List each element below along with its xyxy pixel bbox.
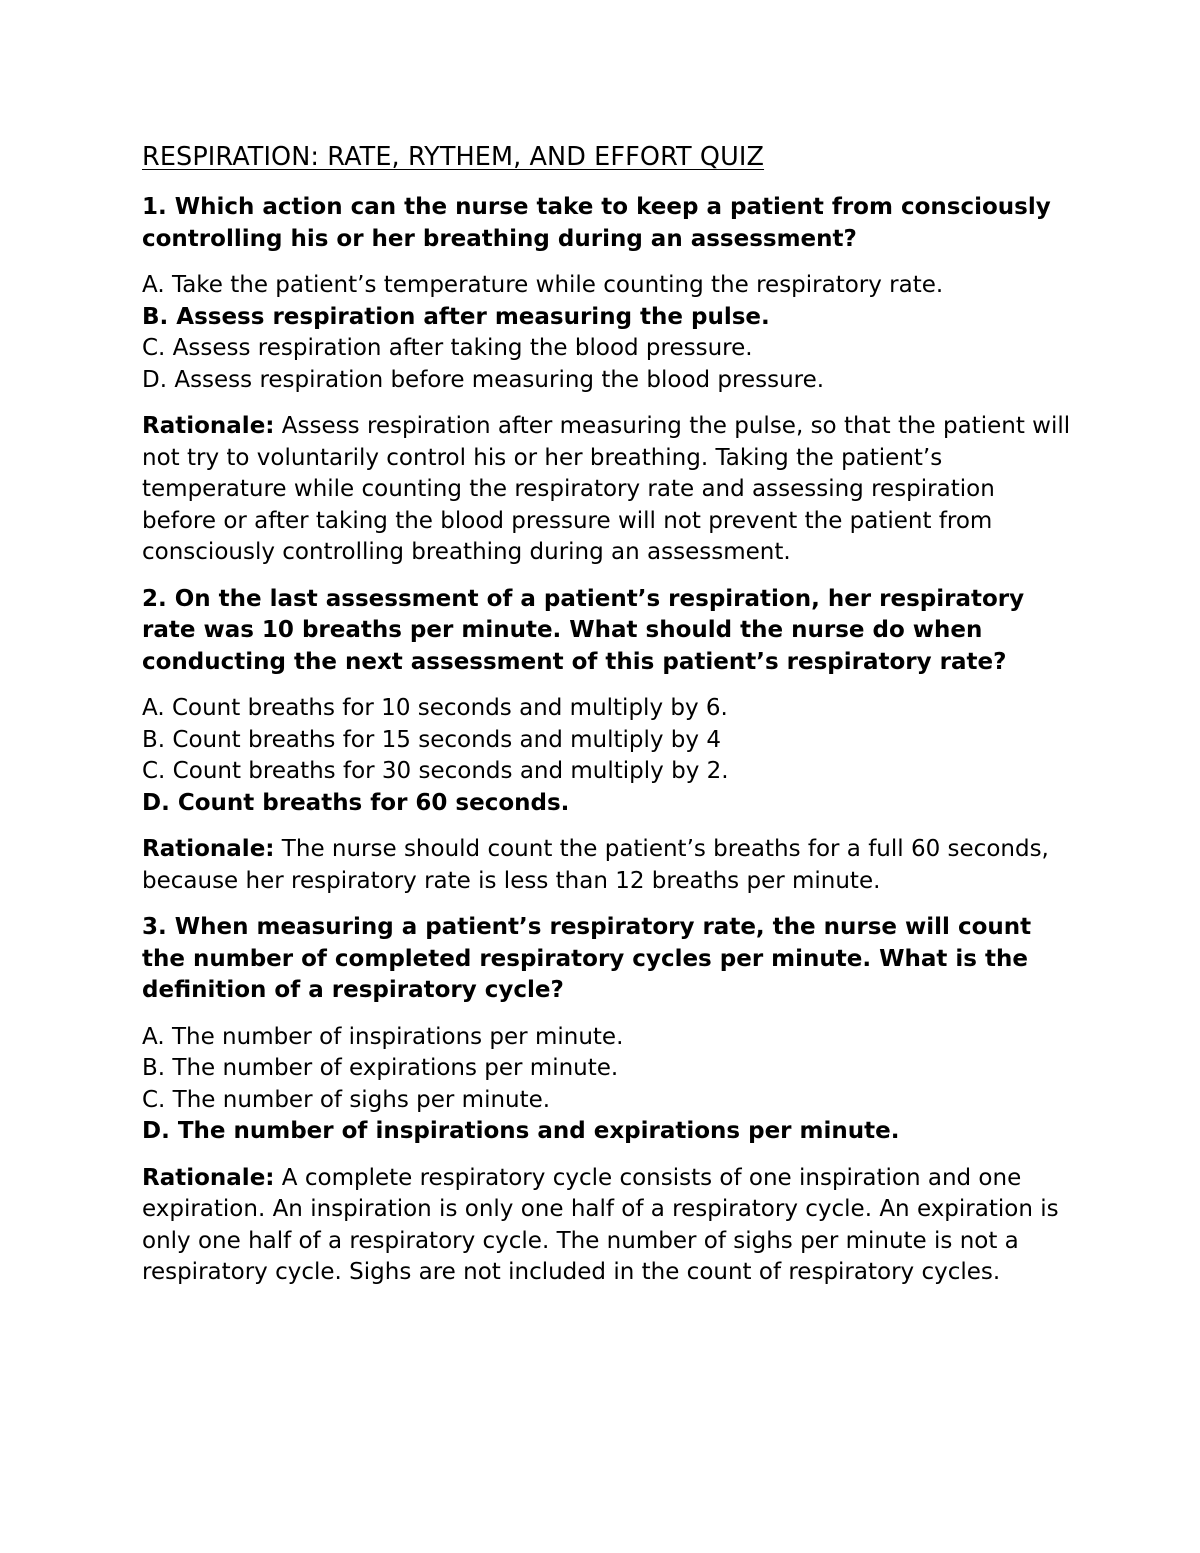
rationale-text: A complete respiratory cycle consists of one inspiration and one expiration. An inspiration is only one half of a respiratory cycle. An expiration is only one half of a respiratory cycle. The number of sighs per minute is not a respiratory cycle. Sighs are not included in the count of respiratory cycles. — [142, 1164, 1059, 1285]
answer-option-c: C. Count breaths for 30 seconds and multiply by 2. — [142, 758, 729, 784]
answer-option-d-correct: D. Count breaths for 60 seconds. — [142, 789, 570, 816]
answer-option-c: C. The number of sighs per minute. — [142, 1086, 551, 1113]
question-text: 1. Which action can the nurse take to keep a patient from consciously controlling his or her breathing during an assessment? — [142, 194, 1051, 252]
question-text: 3. When measuring a patient’s respiratory rate, the nurse will count the number of completed respiratory cycles per minute. What is the definition of a respiratory cycle? — [142, 914, 1032, 1003]
question-text: 2. On the last assessment of a patient’s respiration, her respiratory rate was 10 breaths per minute. What should the nurse do when conducting the next assessment of this patient’s respiratory rate? — [142, 585, 1025, 675]
rationale-label: Rationale: — [142, 1164, 275, 1191]
answer-option-a: A. The number of inspirations per minute. — [142, 1023, 624, 1050]
answer-options — [142, 1022, 1072, 1148]
answer-option-b-correct: B. Assess respiration after measuring the pulse. — [142, 303, 770, 330]
answer-options — [142, 270, 1072, 396]
question-block-1 — [142, 192, 1072, 569]
rationale-label: Rationale: — [142, 836, 275, 862]
answer-option-b: B. Count breaths for 15 seconds and multiply by 4 — [142, 726, 721, 753]
question-block-3 — [142, 912, 1072, 1289]
answer-options — [142, 693, 1072, 819]
rationale — [142, 411, 1072, 569]
rationale-text: Assess respiration after measuring the pulse, so that the patient will not try to voluntarily control his or her breathing. Taking the patient’s temperature while counting the respiratory rate and assessing respiration before or after taking the blood pressure will not prevent the patient from consciously controlling breathing during an assessment. — [142, 413, 1071, 565]
rationale — [142, 1163, 1072, 1289]
answer-option-c: C. Assess respiration after taking the blood pressure. — [142, 335, 753, 361]
answer-option-d: D. Assess respiration before measuring the blood pressure. — [142, 366, 825, 393]
answer-option-b: B. The number of expirations per minute. — [142, 1055, 619, 1081]
answer-option-a: A. Count breaths for 10 seconds and multiply by 6. — [142, 695, 728, 721]
document-body — [142, 141, 1072, 1304]
answer-option-a: A. Take the patient’s temperature while counting the respiratory rate. — [142, 272, 944, 298]
question-block-2 — [142, 584, 1072, 898]
quiz-title: RESPIRATION: RATE, RYTHEM, AND EFFORT QUIZ — [142, 142, 765, 172]
rationale-label: Rationale: — [142, 413, 275, 439]
answer-option-d-correct: D. The number of inspirations and expirations per minute. — [142, 1118, 900, 1144]
rationale — [142, 834, 1072, 897]
rationale-text: The nurse should count the patient’s breaths for a full 60 seconds, because her respiratory rate is less than 12 breaths per minute. — [142, 836, 1049, 894]
